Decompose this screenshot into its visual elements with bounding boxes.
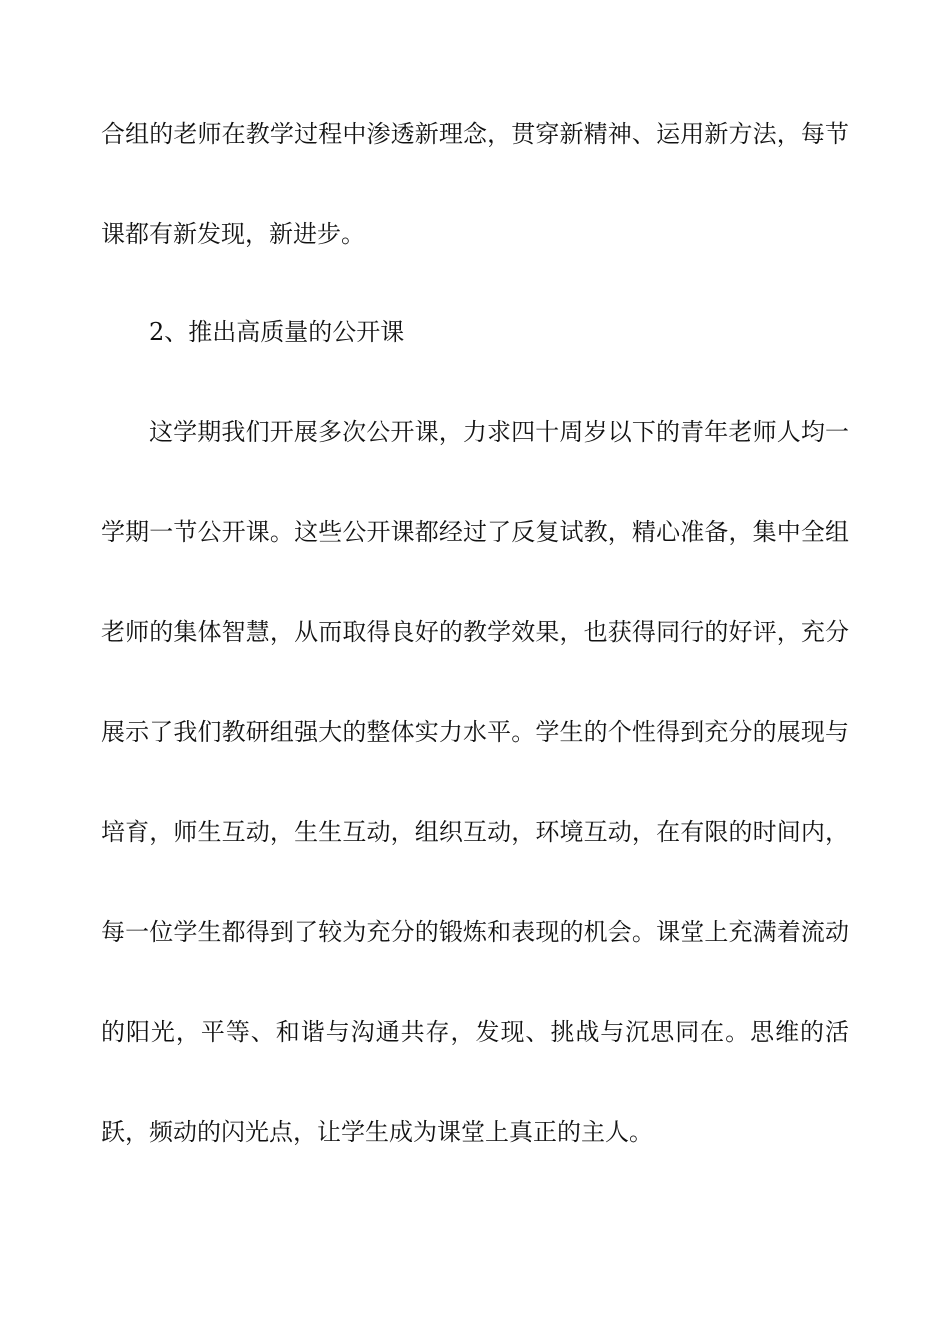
paragraph-2-line-3: 老师的集体智慧，从而取得良好的教学效果，也获得同行的好评，充分	[101, 618, 849, 646]
paragraph-2-line-1: 这学期我们开展多次公开课，力求四十周岁以下的青年老师人均一	[149, 418, 849, 446]
paragraph-1-line-2: 课都有新发现，新进步。	[101, 220, 365, 248]
paragraph-2-line-6: 每一位学生都得到了较为充分的锻炼和表现的机会。课堂上充满着流动	[101, 918, 849, 946]
paragraph-2-line-4: 展示了我们教研组强大的整体实力水平。学生的个性得到充分的展现与	[101, 718, 849, 746]
paragraph-2-line-5: 培育，师生互动，生生互动，组织互动，环境互动，在有限的时间内，	[101, 818, 849, 846]
section-heading-2: 2、推出高质量的公开课	[149, 318, 405, 346]
paragraph-2-line-8: 跃，频动的闪光点，让学生成为课堂上真正的主人。	[101, 1118, 653, 1146]
paragraph-2-line-7: 的阳光，平等、和谐与沟通共存，发现、挑战与沉思同在。思维的活	[101, 1018, 849, 1046]
paragraph-1-line-1: 合组的老师在教学过程中渗透新理念，贯穿新精神、运用新方法，每节	[101, 120, 849, 148]
paragraph-2-line-2: 学期一节公开课。这些公开课都经过了反复试教，精心准备，集中全组	[101, 518, 849, 546]
